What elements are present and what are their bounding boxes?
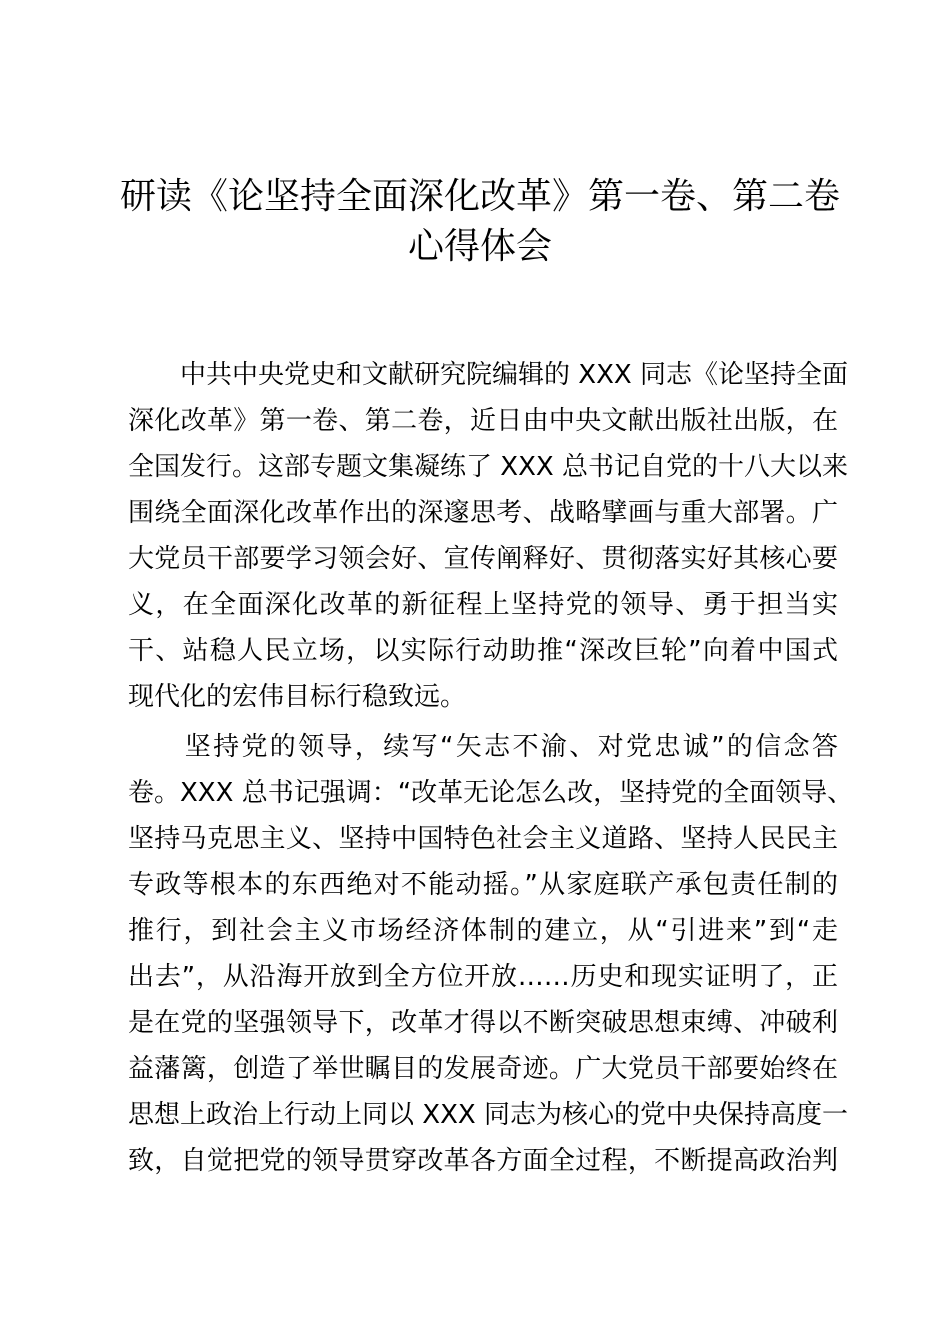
paragraph-line: 卷。XXX 总书记强调：“改革无论怎么改，坚持党的全面领导、 <box>128 778 854 808</box>
paragraph-line: 推行，到社会主义市场经济体制的建立，从“引进来”到“走 <box>128 916 838 946</box>
paragraph-line: 是在党的坚强领导下，改革才得以不断突破思想束缚、冲破利 <box>128 1008 838 1038</box>
paragraph-line: 思想上政治上行动上同以 XXX 同志为核心的党中央保持高度一 <box>128 1100 848 1130</box>
paragraph-line: 专政等根本的东西绝对不能动摇。”从家庭联产承包责任制的 <box>128 870 838 900</box>
paragraph-line: 大党员干部要学习领会好、宣传阐释好、贯彻落实好其核心要 <box>128 544 838 574</box>
paragraph-line: 深化改革》第一卷、第二卷，近日由中央文献出版社出版，在 <box>128 406 838 436</box>
document-title-line-1: 研读《论坚持全面深化改革》第一卷、第二卷 <box>119 176 840 217</box>
paragraph-line: 致，自觉把党的领导贯穿改革各方面全过程，不断提高政治判 <box>128 1146 838 1176</box>
paragraph-line: 坚持党的领导，续写“矢志不渝、对党忠诚”的信念答 <box>128 732 838 762</box>
paragraph-line: 干、站稳人民立场，以实际行动助推“深改巨轮”向着中国式 <box>128 636 838 666</box>
paragraph-line: 全国发行。这部专题文集凝练了 XXX 总书记自党的十八大以来 <box>128 452 848 482</box>
document-title-line-2: 心得体会 <box>407 226 552 267</box>
paragraph-intro <box>128 352 848 720</box>
paragraph-line: 出去”，从沿海开放到全方位开放……历史和现实证明了，正 <box>128 962 838 992</box>
paragraph-line: 中共中央党史和文献研究院编辑的 XXX 同志《论坚持全面 <box>128 360 848 390</box>
paragraph-line: 围绕全面深化改革作出的深邃思考、战略擘画与重大部署。广 <box>128 498 838 528</box>
paragraph-party-leadership <box>128 724 854 1184</box>
paragraph-line: 现代化的宏伟目标行稳致远。 <box>128 682 467 712</box>
paragraph-line: 益藩篱，创造了举世瞩目的发展奇迹。广大党员干部要始终在 <box>128 1054 838 1084</box>
paragraph-line: 义，在全面深化改革的新征程上坚持党的领导、勇于担当实 <box>128 590 838 620</box>
paragraph-line: 坚持马克思主义、坚持中国特色社会主义道路、坚持人民民主 <box>128 824 838 854</box>
